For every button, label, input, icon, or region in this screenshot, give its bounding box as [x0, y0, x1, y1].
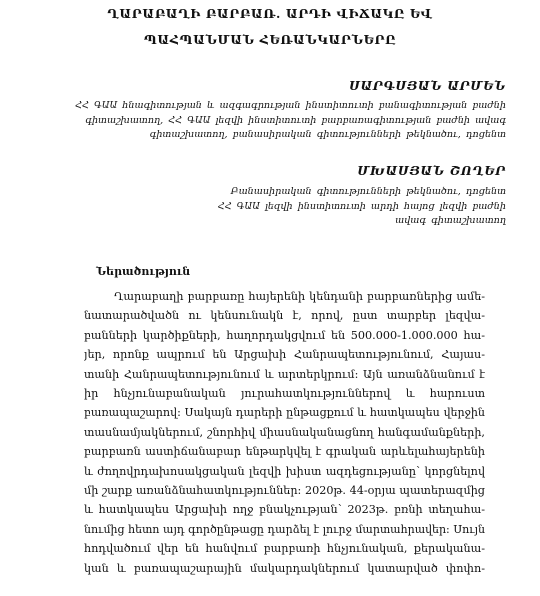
paragraph-line: տանի Հանրապետությունում և արտերկրում: Այն առանձնանում է	[84, 367, 485, 381]
paragraph-line: բանների կարծիքների, հաղորդակցվում են 500.000-1.000.000 հա-	[84, 328, 485, 342]
paragraph-line: յեր, որոնք ապրում են Արցախի Հանրապետությունում, Հայաս-	[84, 348, 485, 362]
introduction-paragraph	[84, 287, 485, 578]
paragraph-line: տասնամյակներում, շնորհիվ միասնականացնող հանգամանքների,	[84, 425, 485, 439]
author-name-1: ՍԱՐԳՍՅԱՆ ԱՐՄԵՆ	[349, 78, 506, 93]
paragraph-line: և ժողովրդախոսակցական լեզվի խիստ ազդեցությանը՝ կորցնելով	[84, 464, 485, 478]
affiliation-line: Բանասիրական գիտությունների թեկնածու, դոցենտ	[230, 186, 506, 197]
affiliation-line: ՀՀ ԳԱԱ հնագիտության և ազգագրության ինստիտուտի բանագիտության բաժնի	[75, 100, 506, 111]
affiliation-line: ավագ գիտաշխատող	[395, 215, 506, 226]
author-affiliation-2	[218, 185, 506, 229]
paragraph-line: հոդվածում վեր են հանվում բարբառի հնչյունական, քերականա-	[84, 542, 485, 556]
affiliation-line: ՀՀ ԳԱԱ լեզվի ինստիտուտի արդի հայոց լեզվի բաժնի	[217, 200, 506, 212]
paragraph-line: նատարածվածն ու կենսունակն է, որով, ըստ տարբեր լեզվա-	[84, 309, 485, 323]
paragraph-line: մի շարք առանձնահատկություններ: 2020թ. 44-օրյա պատերազմից	[84, 484, 485, 498]
paragraph-line: Ղարաբաղի բարբառը հայերենի կենդանի բարբառներից ամե-	[114, 290, 485, 303]
article-title-line-1: ՂԱՐԱԲԱՂԻ ԲԱՐԲԱՌ. ԱՐԴԻ ՎԻՃԱԿԸ ԵՎ	[107, 6, 433, 21]
article-title-line-2: ՊԱՀՊԱՆՄԱՆ ՀԵՌԱՆԿԱՐՆԵՐԸ	[143, 32, 397, 47]
paragraph-line: իր հնչյունաբանական յուրահատկություններով և հարուստ	[84, 387, 485, 401]
paragraph-line: նումից հետո այդ գործընթացը դարձել է լուրջ մարտահրավեր: Սույն	[84, 522, 485, 536]
paragraph-line: կան և բառապաշարային մակարդակներում կատարված փոփո-	[84, 561, 485, 575]
paragraph-line: բարբառն աստիճանաբար ենթարկվել է գրական արևելահայերենի	[84, 445, 485, 459]
section-heading: Ներածություն	[96, 265, 191, 278]
author-affiliation-1	[75, 99, 506, 143]
affiliation-line: գիտաշխատող, ՀՀ ԳԱԱ լեզվի ինստիտուտի բարբառագիտության բաժնի ավագ	[85, 114, 506, 126]
paragraph-line: բառապաշարով: Սակայն դարերի ընթացքում և հատկապես վերջին	[84, 406, 485, 420]
author-name-2: ՄԽԱՍՅԱՆ ՇՈՂԵՐ	[357, 163, 506, 178]
paragraph-line: և հատկապես Արցախի ողջ բնակչության՝ 2023թ. բռնի տեղահա-	[84, 503, 485, 517]
affiliation-line: գիտաշխատող, բանասիրական գիտությունների թեկնածու, դոցենտ	[149, 129, 506, 140]
